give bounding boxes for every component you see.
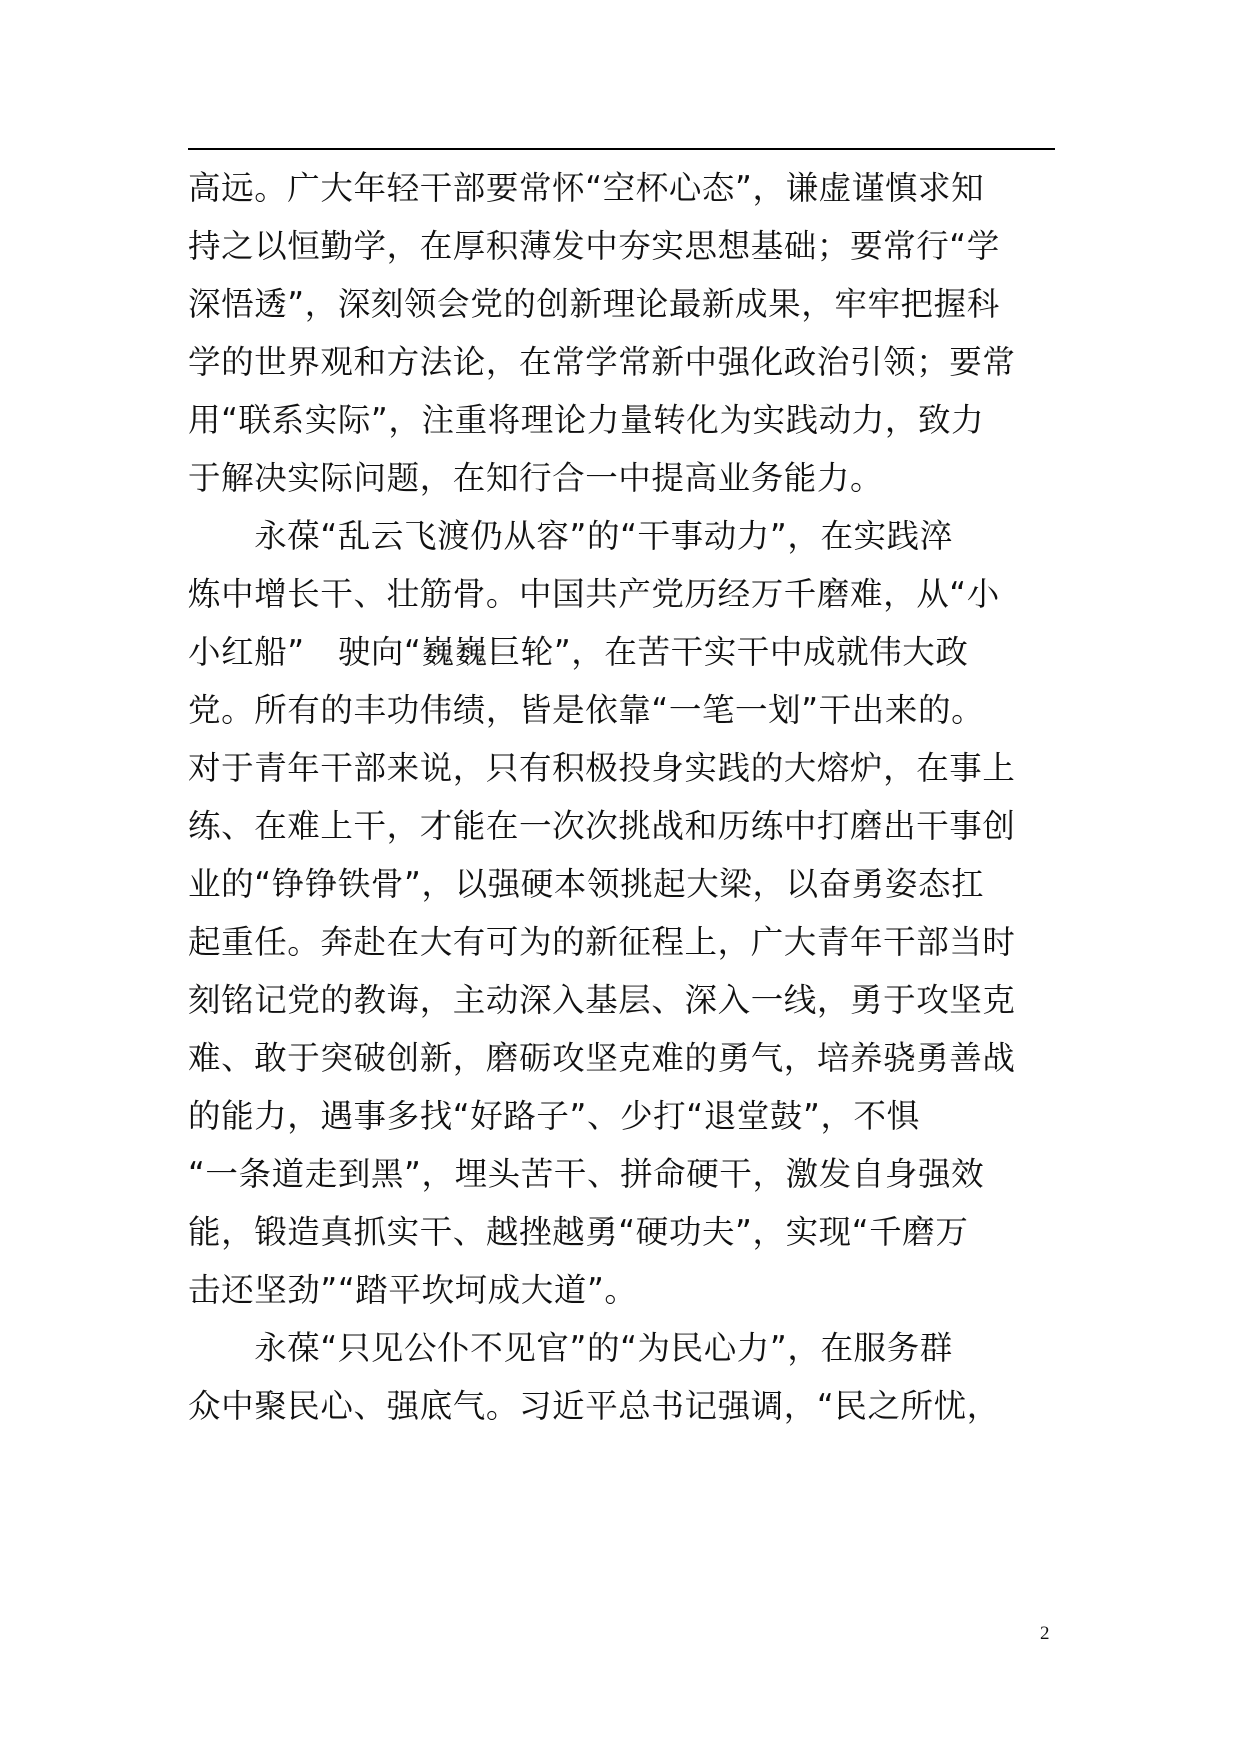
text-line: 难、敢于突破创新，磨砺攻坚克难的勇气，培养骁勇善战 <box>188 1039 1016 1077</box>
text-line: 用“联系实际”，注重将理论力量转化为实践动力，致力 <box>188 401 985 439</box>
text-line: 永葆“只见公仆不见官”的“为民心力”，在服务群 <box>188 1329 953 1367</box>
text-line: 永葆“乱云飞渡仍从容”的“干事动力”，在实践淬 <box>188 517 953 555</box>
text-line: 高远。广大年轻干部要常怀“空杯心态”，谦虚谨慎求知 <box>188 169 985 207</box>
text-line: 持之以恒勤学，在厚积薄发中夯实思想基础；要常行“学 <box>188 227 1000 265</box>
text-line: 炼中增长干、壮筋骨。中国共产党历经万千磨难，从“小 <box>188 575 1000 613</box>
text-line: 党。所有的丰功伟绩，皆是依靠“一笔一划”干出来的。 <box>188 691 985 729</box>
text-line: 击还坚劲”“踏平坎坷成大道”。 <box>188 1271 638 1309</box>
text-line: 能，锻造真抓实干、越挫越勇“硬功夫”，实现“千磨万 <box>188 1213 969 1251</box>
text-line: 深悟透”，深刻领会党的创新理论最新成果，牢牢把握科 <box>188 285 1000 323</box>
text-line: 刻铭记党的教诲，主动深入基层、深入一线，勇于攻坚克 <box>188 981 1016 1019</box>
page-number: 2 <box>1040 1623 1050 1644</box>
header-rule <box>188 148 1055 150</box>
text-line: 于解决实际问题，在知行合一中提高业务能力。 <box>188 459 884 497</box>
text-line: 的能力，遇事多找“好路子”、少打“退堂鼓”，不惧 <box>188 1097 920 1135</box>
text-line: 业的“铮铮铁骨”，以强硬本领挑起大梁，以奋勇姿态扛 <box>188 865 985 903</box>
text-line: 众中聚民心、强底气。习近平总书记强调，“民之所忧， <box>188 1387 1000 1425</box>
text-line: 对于青年干部来说，只有积极投身实践的大熔炉，在事上 <box>188 749 1016 787</box>
text-line: 小红船” 驶向“巍巍巨轮”，在苦干实干中成就伟大政 <box>188 633 969 671</box>
text-line: 起重任。奔赴在大有可为的新征程上，广大青年干部当时 <box>188 923 1016 961</box>
text-line: 学的世界观和方法论，在常学常新中强化政治引领；要常 <box>188 343 1016 381</box>
text-line: “一条道走到黑”，埋头苦干、拼命硬干，激发自身强效 <box>188 1155 985 1193</box>
text-line: 练、在难上干，才能在一次次挑战和历练中打磨出干事创 <box>188 807 1016 845</box>
